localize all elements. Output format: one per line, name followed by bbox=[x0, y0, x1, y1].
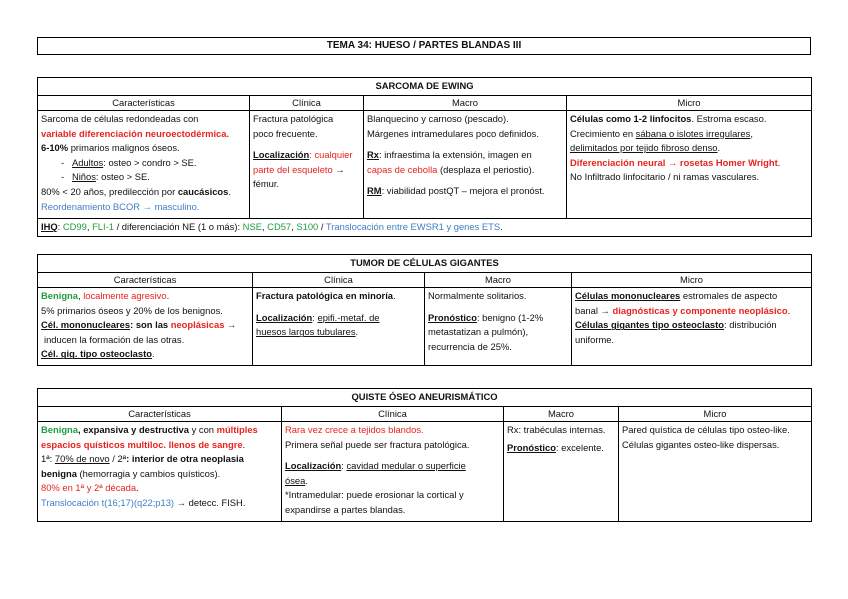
text-run: Fractura patológica en minoría bbox=[256, 290, 394, 302]
tcg-section bbox=[37, 254, 811, 366]
bullet: - bbox=[61, 171, 65, 183]
ewing-header-caracteristicas: Características bbox=[38, 95, 250, 111]
text-run: cavidad medular o superficie bbox=[346, 460, 466, 472]
text-run: : osteo > SE. bbox=[95, 171, 150, 183]
text-run: , bbox=[750, 127, 753, 139]
ewing-micro-cell bbox=[567, 111, 812, 219]
text-run: Translocación t(16;17)(q22;p13) bbox=[41, 497, 175, 509]
qoa-clinica-cell: Rara vez crece a tejidos blandos. Primera señal puede ser fractura patológica. Localización: cavidad medular o superficie ósea. *Intramedular: puede erosionar la cortical y expandirse a partes blandas. bbox=[282, 422, 504, 522]
text-line: *Intramedular: puede erosionar la cortical y bbox=[285, 489, 464, 501]
text-run: parte del esqueleto bbox=[253, 163, 333, 175]
text-run: . bbox=[777, 156, 781, 168]
text-run: Cél. mononucleares bbox=[41, 319, 131, 331]
ihq-s100: S100 bbox=[296, 221, 319, 233]
qoa-section bbox=[37, 388, 811, 522]
text-run: Localización bbox=[253, 149, 310, 161]
text-line: Rara vez crece a tejidos blandos. bbox=[285, 424, 424, 436]
tcg-clinica-cell: Fractura patológica en minoría. Localización: epifi.-metaf. de huesos largos tubulares. bbox=[253, 288, 425, 366]
text-line: No Infiltrado linfocitario / ni ramas vasculares. bbox=[570, 171, 760, 183]
text-line: Normalmente solitarios. bbox=[428, 290, 527, 302]
text-line: uniforme. bbox=[575, 333, 615, 345]
text-run: : viabilidad postQT – mejora el pronóst. bbox=[381, 185, 545, 197]
text-line: Sarcoma de células redondeadas con bbox=[41, 113, 199, 125]
qoa-title: QUISTE ÓSEO ANEURISMÁTICO bbox=[38, 389, 812, 407]
tcg-micro-cell: Células mononucleares estromales de aspecto banal → diagnósticas y componente neoplásico. Células gigantes tipo osteoclasto: distribución uniforme. bbox=[572, 288, 812, 366]
ewing-header-micro: Micro bbox=[567, 95, 812, 111]
text-run: Pronóstico bbox=[428, 311, 477, 323]
text-line: variable diferenciación neuroectodérmica. bbox=[41, 127, 230, 139]
tcg-header-caracteristicas: Características bbox=[38, 272, 253, 288]
text-run: 70% de novo bbox=[54, 453, 110, 465]
page-title: TEMA 34: HUESO / PARTES BLANDAS III bbox=[37, 37, 811, 55]
text-line: Rx: trabéculas internas. bbox=[507, 424, 606, 436]
text-run: . Estroma escaso. bbox=[691, 113, 767, 125]
tcg-header-micro: Micro bbox=[572, 272, 812, 288]
text-run: epifi.-metaf. de bbox=[317, 311, 380, 323]
ewing-clinica-cell bbox=[250, 111, 364, 219]
ihq-label: IHQ bbox=[41, 221, 58, 233]
text-line: recurrencia de 25%. bbox=[428, 340, 512, 352]
text-run: Benigna bbox=[41, 290, 78, 302]
text-run: capas de cebolla bbox=[367, 163, 438, 175]
ihq-cd99: CD99 bbox=[62, 221, 87, 233]
text-run: : osteo > condro > SE. bbox=[103, 156, 197, 168]
text-line: poco frecuente. bbox=[253, 127, 318, 139]
text-line: Células gigantes osteo-like dispersas. bbox=[622, 438, 780, 450]
text-line: expandirse a partes blandas. bbox=[285, 504, 406, 516]
ewing-section bbox=[37, 77, 811, 237]
text-run: benigna bbox=[41, 467, 77, 479]
tcg-table bbox=[37, 254, 812, 366]
tcg-header-macro: Macro bbox=[425, 272, 572, 288]
text-run: localmente agresivo bbox=[83, 290, 167, 302]
text-line: Reordenamiento BCOR → masculino. bbox=[41, 200, 200, 212]
text-run: Células mononucleares bbox=[575, 290, 681, 302]
ewing-title: SARCOMA DE EWING bbox=[38, 78, 812, 96]
text-run: 80% < 20 años, predilección por bbox=[41, 186, 178, 198]
qoa-header-macro: Macro bbox=[504, 406, 619, 422]
text-run: RM bbox=[367, 185, 382, 197]
text-run: Diferenciación neural → rosetas Homer Wright bbox=[570, 156, 778, 168]
qoa-table bbox=[37, 388, 812, 522]
ewing-macro-cell bbox=[364, 111, 567, 219]
text-run: Células como 1-2 linfocitos bbox=[570, 113, 692, 125]
text-run: múltiples bbox=[216, 424, 258, 436]
text-run: → bbox=[332, 163, 345, 175]
text-run: Adultos bbox=[71, 156, 104, 168]
text-run: Niños bbox=[71, 171, 96, 183]
text-line: fémur. bbox=[253, 178, 280, 190]
text-run: . bbox=[717, 142, 721, 154]
text-run: delimitados por tejido fibroso denso bbox=[570, 142, 718, 154]
tcg-macro-cell: Normalmente solitarios. Pronóstico: benigno (1-2% metastatizan a pulmón), recurrencia de 25%. bbox=[425, 288, 572, 366]
qoa-micro-cell bbox=[619, 422, 812, 522]
text-run: sábana o islotes irregulares bbox=[635, 127, 751, 139]
text-run: Localización bbox=[285, 460, 342, 472]
ihq-cd57: CD57 bbox=[267, 221, 292, 233]
text-run: 80% en 1ª y 2ª década bbox=[41, 482, 137, 494]
text-line: Pared quística de células tipo osteo-like. bbox=[622, 424, 790, 436]
qoa-macro-cell: Rx: trabéculas internas. Pronóstico: excelente. bbox=[504, 422, 619, 522]
text-run: caucásicos bbox=[177, 186, 229, 198]
text-run: ósea bbox=[285, 474, 306, 486]
ewing-caracteristicas-cell: Sarcoma de células redondeadas con variable diferenciación neuroectodérmica. 6-10% primarios malignos óseos. - Adultos: osteo > condro > SE. - Niños: osteo > SE. 80% < 20 años, predilección por caucásicos. Reordenamiento BCOR → masculino. bbox=[38, 111, 250, 219]
ewing-ihq-row: IHQ: CD99, FLI-1 / diferenciación NE (1 o más): NSE, CD57, S100 / Translocación entre EWSR1 y genes ETS. bbox=[38, 219, 812, 237]
ihq-nse: NSE bbox=[242, 221, 262, 233]
text-line: metastatizan a pulmón), bbox=[428, 326, 529, 338]
text-line: 5% primarios óseos y 20% de los benignos. bbox=[41, 304, 223, 316]
tcg-header-clinica: Clínica bbox=[253, 272, 425, 288]
text-run: diagnósticas y componente neoplásico bbox=[612, 304, 788, 316]
text-run: Rx bbox=[367, 149, 379, 161]
text-run: 6-10% bbox=[41, 142, 69, 154]
text-run: Cél. gig. tipo osteoclasto bbox=[41, 348, 152, 360]
text-run: Pronóstico bbox=[507, 441, 556, 453]
text-run: neoplásicas bbox=[170, 319, 225, 331]
qoa-caracteristicas-cell: Benigna, expansiva y destructiva y con múltiples espacios quísticos multiloc. llenos de sangre. 1ª: 70% de novo / 2ª: interior de otra neoplasia benigna (hemorragia y cambios quísticos). 80% en 1ª y 2ª década. Translocación t(16;17)(q22;p13) → detecc. FISH. bbox=[38, 422, 282, 522]
bullet: - bbox=[61, 156, 65, 168]
text-line: Blanquecino y carnoso (pescado). bbox=[367, 113, 509, 125]
text-line: inducen la formación de las otras. bbox=[44, 333, 185, 345]
text-run: espacios quísticos multiloc. llenos de sangre bbox=[41, 438, 243, 450]
ewing-header-macro: Macro bbox=[364, 95, 567, 111]
text-run: Células gigantes tipo osteoclasto bbox=[575, 319, 724, 331]
tcg-caracteristicas-cell: Benigna, localmente agresivo. 5% primarios óseos y 20% de los benignos. Cél. mononucleares: son las neoplásicas → inducen la formación de las otras. Cél. gig. tipo osteoclasto. bbox=[38, 288, 253, 366]
ewing-table bbox=[37, 77, 812, 237]
ihq-translocation: Translocación entre EWSR1 y genes ETS bbox=[325, 221, 501, 233]
text-run: Localización bbox=[256, 311, 313, 323]
text-run: Benigna bbox=[41, 424, 78, 436]
tcg-title: TUMOR DE CÉLULAS GIGANTES bbox=[38, 255, 812, 273]
text-run: primarios malignos óseos. bbox=[68, 142, 180, 154]
text-run: (desplaza el periostio). bbox=[437, 163, 535, 175]
qoa-header-micro: Micro bbox=[619, 406, 812, 422]
ihq-fli1: FLI-1 bbox=[92, 221, 114, 233]
text-run: Crecimiento en bbox=[570, 127, 636, 139]
text-line: Márgenes intramedulares poco definidos. bbox=[367, 127, 539, 139]
text-run: : infraestima la extensión, imagen en bbox=[378, 149, 532, 161]
text-run: : cualquier bbox=[309, 149, 353, 161]
text-line: Fractura patológica bbox=[253, 113, 334, 125]
ewing-header-clinica: Clínica bbox=[250, 95, 364, 111]
qoa-header-caracteristicas: Características bbox=[38, 406, 282, 422]
qoa-header-clinica: Clínica bbox=[282, 406, 504, 422]
text-line: Primera señal puede ser fractura patológica. bbox=[285, 438, 470, 450]
text-run: huesos largos tubulares bbox=[256, 326, 356, 338]
